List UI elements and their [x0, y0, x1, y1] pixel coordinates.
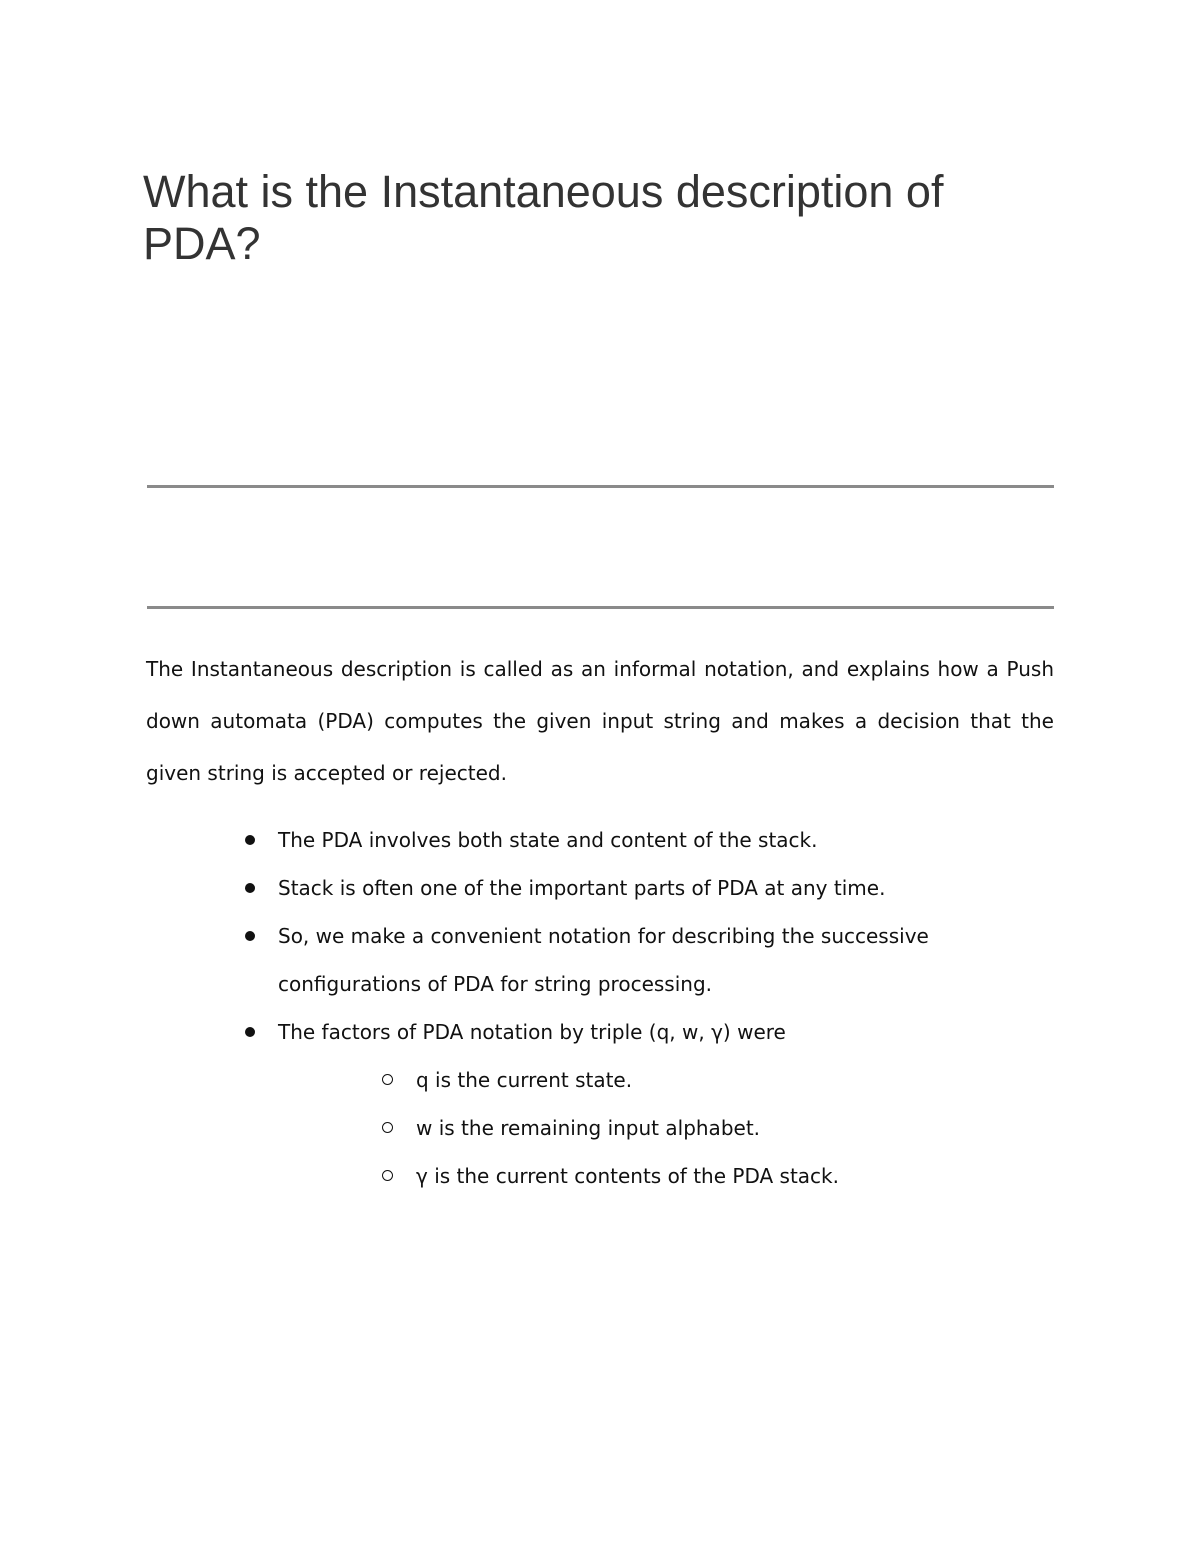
list-item-text: The factors of PDA notation by triple (q, w, γ) were [278, 1020, 786, 1044]
sub-list-item-text: q is the current state. [416, 1068, 633, 1092]
sub-list-item-text: γ is the current contents of the PDA stack. [416, 1164, 839, 1188]
hollow-circle-bullet-icon [382, 1170, 393, 1181]
page-title: What is the Instantaneous description of PDA? [143, 166, 944, 269]
list-item-text: The PDA involves both state and content of the stack. [278, 828, 818, 852]
sub-bullet-list [278, 1056, 1054, 1200]
list-item [146, 864, 1054, 912]
sub-list-item [278, 1152, 1054, 1200]
bullet-dot-icon [245, 931, 255, 941]
bullet-dot-icon [245, 883, 255, 893]
intro-paragraph: The Instantaneous description is called as an informal notation, and explains how a Push down automata (PDA) computes the given input string and makes a decision that the given string is accepted or rejected. [146, 657, 1054, 785]
sub-list-item [278, 1056, 1054, 1104]
list-item [146, 1008, 1054, 1200]
bullet-dot-icon [245, 1027, 255, 1037]
sub-list-item [278, 1104, 1054, 1152]
bullet-list [146, 816, 1054, 1200]
horizontal-divider [147, 485, 1054, 488]
sub-list-item-text: w is the remaining input alphabet. [416, 1116, 761, 1140]
hollow-circle-bullet-icon [382, 1074, 393, 1085]
list-item [146, 912, 1054, 1008]
bullet-dot-icon [245, 835, 255, 845]
horizontal-divider [147, 606, 1054, 609]
list-item-text: So, we make a convenient notation for describing the successive configurations of PDA for string processing. [278, 924, 929, 996]
hollow-circle-bullet-icon [382, 1122, 393, 1133]
list-item-text: Stack is often one of the important parts of PDA at any time. [278, 876, 886, 900]
list-item [146, 816, 1054, 864]
